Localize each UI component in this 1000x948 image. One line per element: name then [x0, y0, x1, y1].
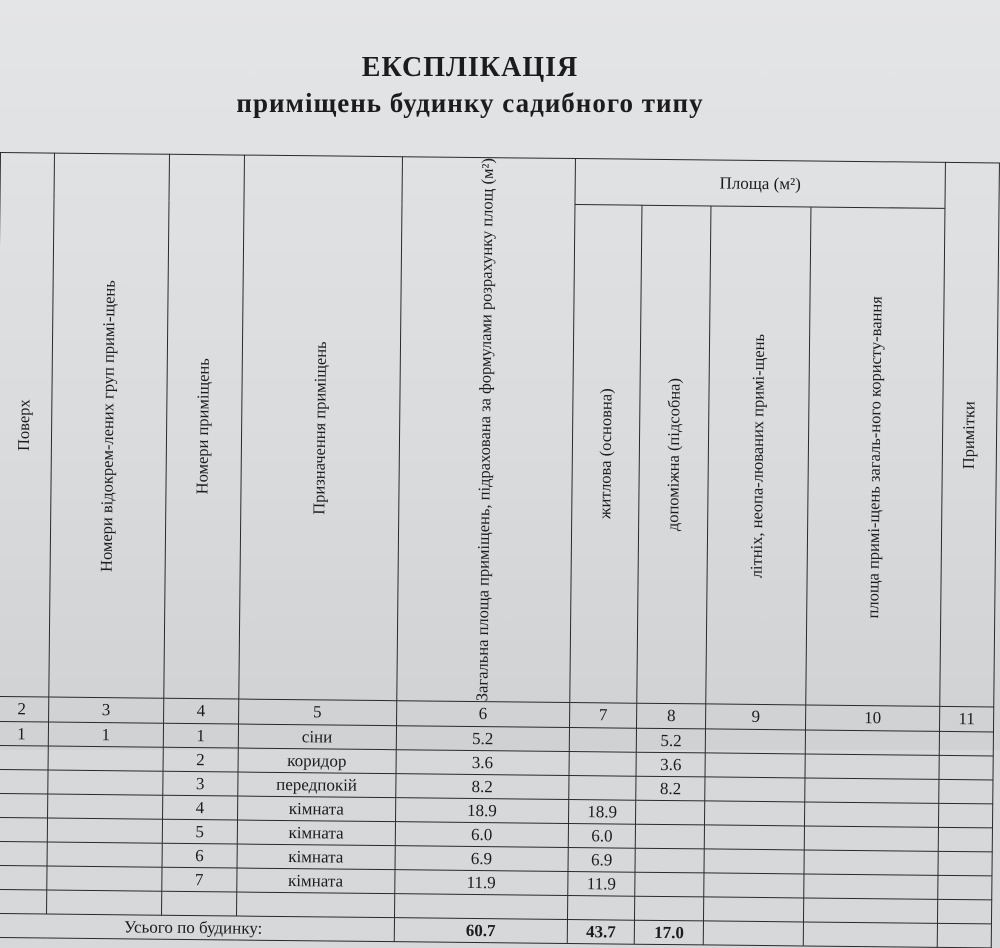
column-number: 3	[49, 697, 164, 723]
room-number-cell: 2	[163, 747, 238, 772]
living-area-cell	[569, 776, 636, 801]
notes-cell	[938, 876, 992, 901]
room-number-cell: 5	[162, 819, 237, 844]
common-area-cell	[805, 754, 939, 779]
floor-cell	[0, 770, 48, 795]
column-number: 6	[396, 701, 570, 728]
purpose-cell: кімната	[237, 868, 395, 894]
notes-cell	[938, 828, 992, 853]
summer-area-cell	[705, 753, 805, 778]
totals-notes	[937, 923, 991, 948]
total-area-cell: 5.2	[396, 726, 570, 752]
floor-cell	[0, 866, 47, 891]
header-purpose: Призначення приміщень	[239, 155, 402, 701]
totals-living-area: 43.7	[567, 920, 634, 945]
common-area-cell	[805, 778, 939, 803]
total-area-cell: 8.2	[395, 774, 569, 800]
room-number-cell: 3	[163, 771, 238, 796]
column-number: 7	[569, 703, 636, 729]
summer-area-cell	[705, 777, 805, 802]
header-notes: Примітки	[940, 162, 1000, 707]
living-area-cell: 6.9	[568, 848, 635, 873]
document-subtitle: приміщень будинку садибного типу	[236, 88, 704, 118]
explication-table	[0, 152, 1000, 948]
summer-area-cell	[705, 825, 805, 850]
aux-area-cell	[635, 872, 704, 897]
floor-cell	[0, 818, 48, 843]
group-cell: 1	[48, 722, 163, 747]
living-area-cell	[569, 752, 636, 777]
floor-cell	[0, 794, 48, 819]
purpose-cell: кімната	[237, 844, 395, 870]
group-cell	[47, 818, 162, 843]
living-area-cell: 11.9	[568, 872, 635, 897]
purpose-cell: передпокій	[238, 772, 396, 798]
purpose-cell: кімната	[237, 820, 395, 846]
room-number-cell: 7	[162, 867, 237, 892]
total-area-cell: 11.9	[394, 870, 568, 896]
column-number: 11	[939, 707, 993, 733]
header-summer: літніх, неопа-люваних примі-щень	[706, 206, 811, 705]
purpose-cell: сіни	[238, 724, 396, 750]
column-number: 5	[238, 699, 396, 726]
notes-cell	[939, 732, 993, 757]
summer-area-cell	[704, 849, 804, 874]
purpose-cell: коридор	[238, 748, 396, 774]
group-cell	[47, 866, 162, 891]
aux-area-cell: 8.2	[636, 776, 705, 801]
column-number: 9	[706, 704, 806, 730]
group-cell	[48, 794, 163, 819]
summer-area-cell	[704, 873, 804, 898]
column-number: 2	[0, 697, 49, 723]
floor-cell	[0, 842, 47, 867]
header-room-numbers: Номери приміщень	[164, 154, 245, 699]
notes-cell	[938, 852, 992, 877]
common-area-cell	[805, 802, 939, 827]
column-number: 8	[637, 703, 706, 729]
room-number-cell: 6	[162, 843, 237, 868]
common-area-cell	[805, 730, 939, 755]
totals-summer-area	[703, 921, 803, 946]
living-area-cell	[569, 728, 636, 753]
header-floor: Поверх	[0, 153, 55, 698]
common-area-cell	[804, 826, 938, 851]
total-area-cell: 6.0	[395, 822, 569, 848]
total-area-cell: 6.9	[395, 846, 569, 872]
room-number-cell: 1	[163, 723, 238, 748]
header-group-numbers: Номери відокрем-лених груп примі-щень	[49, 153, 170, 698]
column-number: 4	[163, 698, 238, 724]
notes-cell	[938, 804, 992, 829]
living-area-cell: 18.9	[568, 800, 635, 825]
header-area-group: Площа (м²)	[575, 159, 945, 209]
column-number: 10	[806, 705, 940, 731]
aux-area-cell	[635, 848, 704, 873]
group-cell	[48, 770, 163, 795]
header-total-area: Загальна площа приміщень, підрахована за формулами розрахунку площ (м²)	[396, 157, 575, 703]
total-area-cell: 3.6	[396, 750, 570, 776]
aux-area-cell	[635, 824, 704, 849]
totals-aux-area: 17.0	[634, 920, 703, 945]
living-area-cell: 6.0	[568, 824, 635, 849]
summer-area-cell	[705, 801, 805, 826]
totals-label: Усього по будинку:	[0, 914, 394, 942]
notes-cell	[939, 780, 993, 805]
group-cell	[47, 842, 162, 867]
purpose-cell: кімната	[237, 796, 395, 822]
floor-cell	[0, 746, 48, 771]
aux-area-cell: 5.2	[636, 728, 705, 753]
room-number-cell: 4	[162, 795, 237, 820]
summer-area-cell	[706, 729, 806, 754]
aux-area-cell	[636, 800, 705, 825]
total-area-cell: 18.9	[395, 798, 569, 824]
common-area-cell	[804, 850, 938, 875]
header-living: житлова (основна)	[570, 205, 642, 704]
document-title: ЕКСПЛІКАЦІЯ	[361, 52, 579, 83]
floor-cell: 1	[0, 722, 49, 747]
aux-area-cell: 3.6	[636, 752, 705, 777]
header-common: площа примі-щень загаль-ного користу-вання	[806, 207, 945, 706]
totals-common-area	[803, 922, 937, 947]
notes-cell	[939, 756, 993, 781]
totals-total-area: 60.7	[394, 918, 568, 944]
header-auxiliary: допоміжна (підсобна)	[637, 205, 711, 704]
common-area-cell	[804, 874, 938, 899]
